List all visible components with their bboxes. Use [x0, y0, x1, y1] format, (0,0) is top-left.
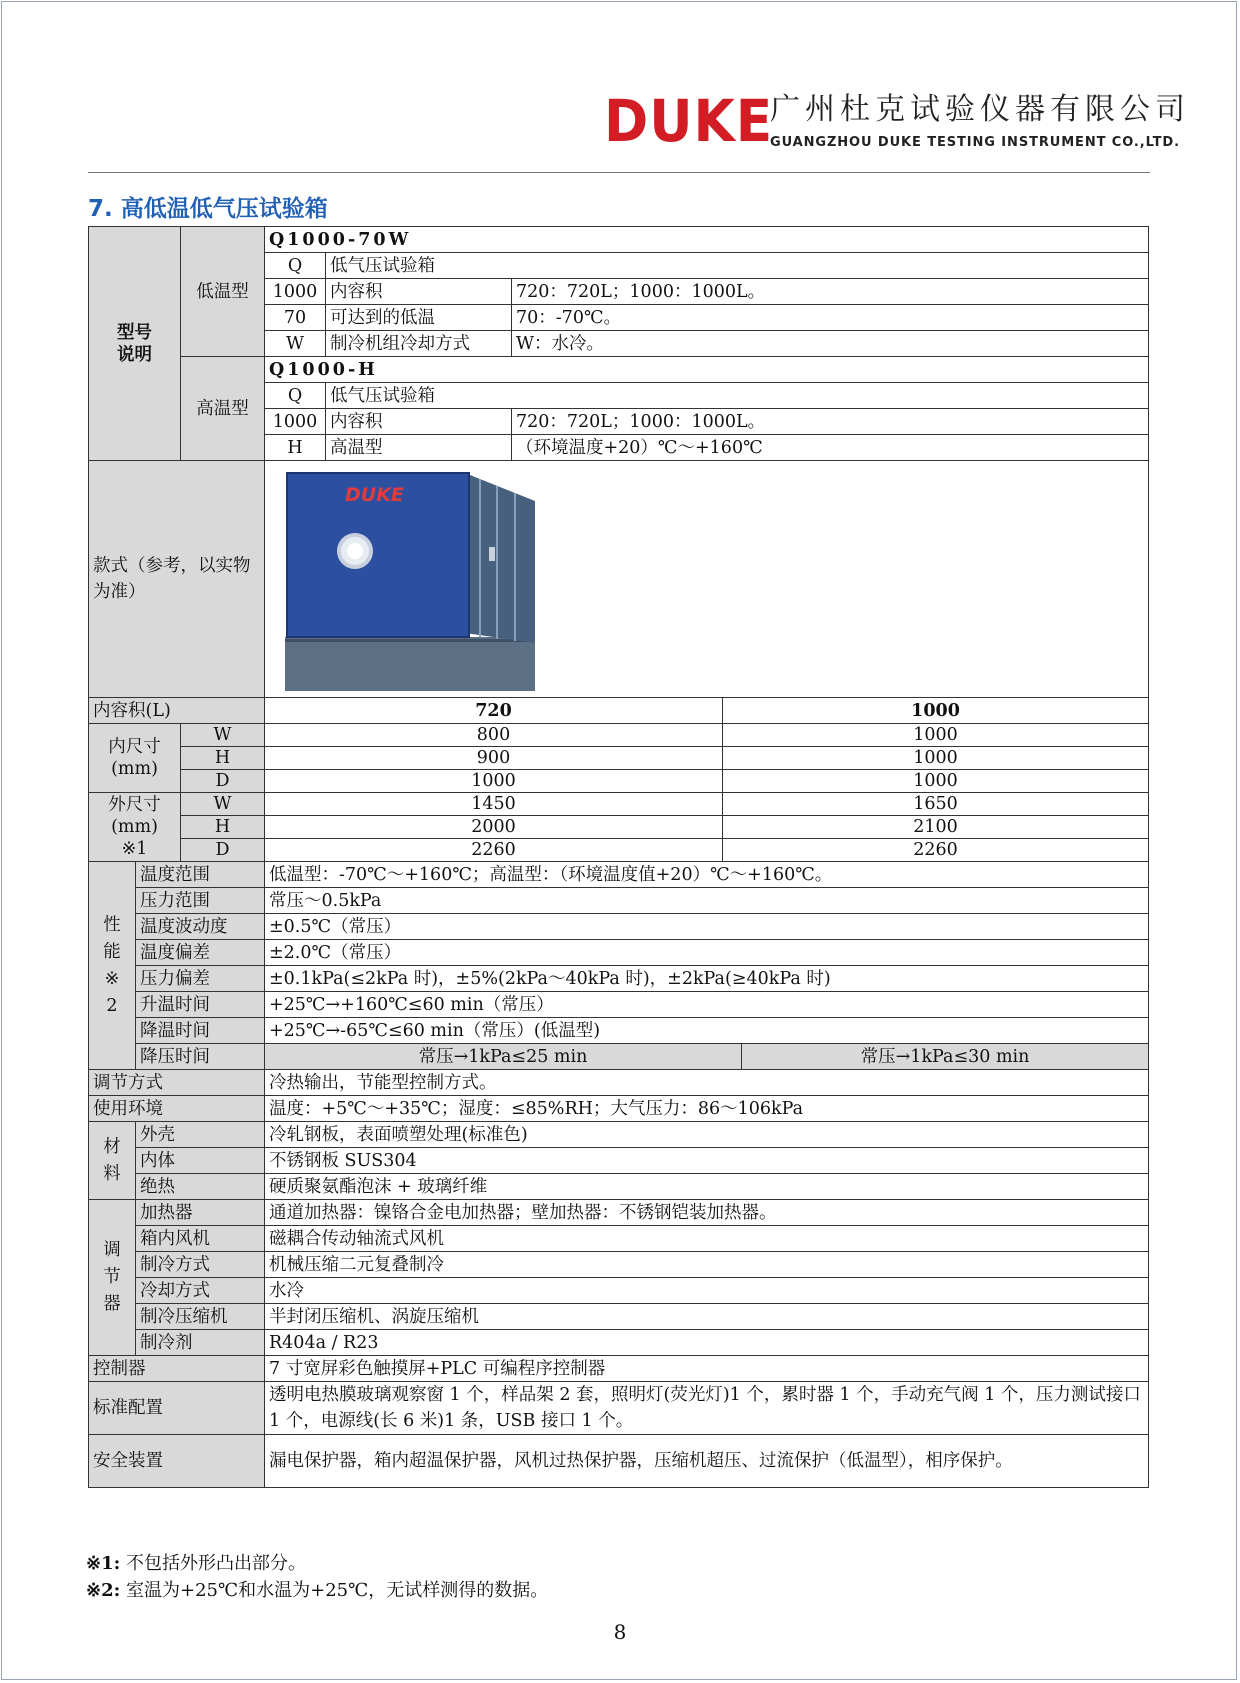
volume-720: 720 [265, 698, 723, 724]
code-key: H [265, 435, 326, 461]
perf-value: 常压～0.5kPa [265, 888, 1149, 914]
code-key: 1000 [265, 279, 326, 305]
code-name: 可达到的低温 [326, 305, 512, 331]
material-label: 材 料 [89, 1122, 136, 1200]
perf-name: 压力偏差 [136, 966, 265, 992]
low-temp-type: 低温型 [181, 227, 265, 357]
model-label: 型号 说明 [89, 227, 181, 461]
perf-name: 降压时间 [136, 1044, 265, 1070]
company-name-en: GUANGZHOU DUKE TESTING INSTRUMENT CO.,LTD. [770, 135, 1180, 150]
code-name: 内容积 [326, 279, 512, 305]
door-handle [489, 547, 495, 561]
perf-name: 温度波动度 [136, 914, 265, 940]
chamber-base-line [285, 639, 535, 642]
standard-config-value: 透明电热膜玻璃观察窗 1 个，样品架 2 套，照明灯(荧光灯)1 个，累时器 1 个，手动充气阀 1 个，压力测试接口 1 个，电源线(长 6 米)1 条，USB 接口 1 个。 [265, 1382, 1149, 1435]
high-temp-type: 高温型 [181, 357, 265, 461]
dim-d: D [181, 839, 265, 862]
dim-w: W [181, 793, 265, 816]
regulator-value: 机械压缩二元复叠制冷 [265, 1252, 1149, 1278]
code-name: 低气压试验箱 [326, 253, 1149, 279]
performance-label: 性 能 ※ 2 [89, 862, 136, 1070]
perf-name: 温度范围 [136, 862, 265, 888]
style-label: 款式（参考，以实物为准） [89, 461, 265, 698]
duke-logo: DUKE [604, 87, 774, 155]
depress-1000: 常压→1kPa≤30 min [742, 1044, 1149, 1070]
regulator-value: 水冷 [265, 1278, 1149, 1304]
footnote-text: 不包括外形凸出部分。 [120, 1553, 306, 1574]
material-value: 冷轧钢板，表面喷塑处理(标准色) [265, 1122, 1149, 1148]
chamber-base [285, 637, 535, 691]
chamber-logo: DUKE [345, 484, 404, 506]
code-key: W [265, 331, 326, 357]
regulator-name: 加热器 [136, 1200, 265, 1226]
code-desc: W：水冷。 [512, 331, 1149, 357]
outer-h-1000: 2100 [723, 816, 1149, 839]
perf-name: 温度偏差 [136, 940, 265, 966]
dim-h: H [181, 816, 265, 839]
regulator-name: 制冷剂 [136, 1330, 265, 1356]
perf-value: ±0.1kPa(≤2kPa 时)，±5%(2kPa～40kPa 时)，±2kPa(≥40kPa 时) [265, 966, 1149, 992]
environment-value: 温度：+5℃～+35℃；湿度：≤85%RH；大气压力：86～106kPa [265, 1096, 1149, 1122]
code-desc: 70：-70℃。 [512, 305, 1149, 331]
regulator-name: 制冷压缩机 [136, 1304, 265, 1330]
material-value: 硬质聚氨酯泡沫 + 玻璃纤维 [265, 1174, 1149, 1200]
dim-d: D [181, 770, 265, 793]
perf-value: +25℃→+160℃≤60 min（常压） [265, 992, 1149, 1018]
standard-config-label: 标准配置 [89, 1382, 265, 1435]
volume-label: 内容积(L) [89, 698, 265, 724]
product-image-cell [265, 461, 1149, 698]
header-divider [88, 172, 1150, 173]
inner-size-label: 内尺寸 (mm) [89, 724, 181, 793]
dim-h: H [181, 747, 265, 770]
regulator-value: 通道加热器：镍铬合金电加热器；壁加热器：不锈钢铠装加热器。 [265, 1200, 1149, 1226]
perf-name: 升温时间 [136, 992, 265, 1018]
viewing-window-glass [347, 543, 363, 559]
perf-value: 低温型：-70℃～+160℃；高温型：（环境温度值+20）℃～+160℃。 [265, 862, 1149, 888]
safety-label: 安全装置 [89, 1435, 265, 1488]
spec-table [88, 226, 1149, 1488]
footnotes [86, 1550, 548, 1604]
chamber-image [265, 461, 565, 697]
code-key: Q [265, 383, 326, 409]
code-desc: 720：720L；1000：1000L。 [512, 279, 1149, 305]
low-temp-code: Q1000-70W [265, 227, 1149, 253]
dim-w: W [181, 724, 265, 747]
inner-d-1000: 1000 [723, 770, 1149, 793]
inner-h-1000: 1000 [723, 747, 1149, 770]
code-desc: 720：720L；1000：1000L。 [512, 409, 1149, 435]
perf-value: ±2.0℃（常压） [265, 940, 1149, 966]
inner-w-1000: 1000 [723, 724, 1149, 747]
inner-d-720: 1000 [265, 770, 723, 793]
outer-w-720: 1450 [265, 793, 723, 816]
adjust-mode-label: 调节方式 [89, 1070, 265, 1096]
outer-w-1000: 1650 [723, 793, 1149, 816]
section-title: 7. 高低温低气压试验箱 [88, 196, 328, 222]
environment-label: 使用环境 [89, 1096, 265, 1122]
outer-h-720: 2000 [265, 816, 723, 839]
depress-720: 常压→1kPa≤25 min [265, 1044, 742, 1070]
footnote-2 [86, 1577, 548, 1604]
chamber-side [465, 473, 535, 643]
regulator-name: 制冷方式 [136, 1252, 265, 1278]
company-name-cn: 广州杜克试验仪器有限公司 [770, 92, 1190, 127]
outer-size-label: 外尺寸 (mm) ※1 [89, 793, 181, 862]
controller-value: 7 寸宽屏彩色触摸屏+PLC 可编程序控制器 [265, 1356, 1149, 1382]
regulator-name: 冷却方式 [136, 1278, 265, 1304]
page-number: 8 [613, 1620, 627, 1644]
regulator-label: 调 节 器 [89, 1200, 136, 1356]
footnote-1 [86, 1550, 548, 1577]
inner-w-720: 800 [265, 724, 723, 747]
regulator-value: R404a / R23 [265, 1330, 1149, 1356]
footnote-mark: ※2: [86, 1580, 121, 1601]
adjust-mode-value: 冷热输出，节能型控制方式。 [265, 1070, 1149, 1096]
code-name: 高温型 [326, 435, 512, 461]
outer-d-720: 2260 [265, 839, 723, 862]
material-name: 外壳 [136, 1122, 265, 1148]
code-name: 制冷机组冷却方式 [326, 331, 512, 357]
controller-label: 控制器 [89, 1356, 265, 1382]
high-temp-code: Q1000-H [265, 357, 1149, 383]
volume-1000: 1000 [723, 698, 1149, 724]
code-name: 内容积 [326, 409, 512, 435]
perf-value: ±0.5℃（常压） [265, 914, 1149, 940]
perf-name: 压力范围 [136, 888, 265, 914]
regulator-name: 箱内风机 [136, 1226, 265, 1252]
footnote-mark: ※1: [86, 1553, 121, 1574]
code-key: 1000 [265, 409, 326, 435]
code-key: 70 [265, 305, 326, 331]
perf-value: +25℃→-65℃≤60 min（常压）(低温型) [265, 1018, 1149, 1044]
perf-name: 降温时间 [136, 1018, 265, 1044]
outer-d-1000: 2260 [723, 839, 1149, 862]
material-value: 不锈钢板 SUS304 [265, 1148, 1149, 1174]
material-name: 内体 [136, 1148, 265, 1174]
code-name: 低气压试验箱 [326, 383, 1149, 409]
regulator-value: 半封闭压缩机、涡旋压缩机 [265, 1304, 1149, 1330]
material-name: 绝热 [136, 1174, 265, 1200]
inner-h-720: 900 [265, 747, 723, 770]
footnote-text: 室温为+25℃和水温为+25℃，无试样测得的数据。 [120, 1580, 549, 1601]
code-key: Q [265, 253, 326, 279]
code-desc: （环境温度+20）℃～+160℃ [512, 435, 1149, 461]
safety-value: 漏电保护器，箱内超温保护器，风机过热保护器，压缩机超压、过流保护（低温型），相序保护。 [265, 1435, 1149, 1488]
regulator-value: 磁耦合传动轴流式风机 [265, 1226, 1149, 1252]
